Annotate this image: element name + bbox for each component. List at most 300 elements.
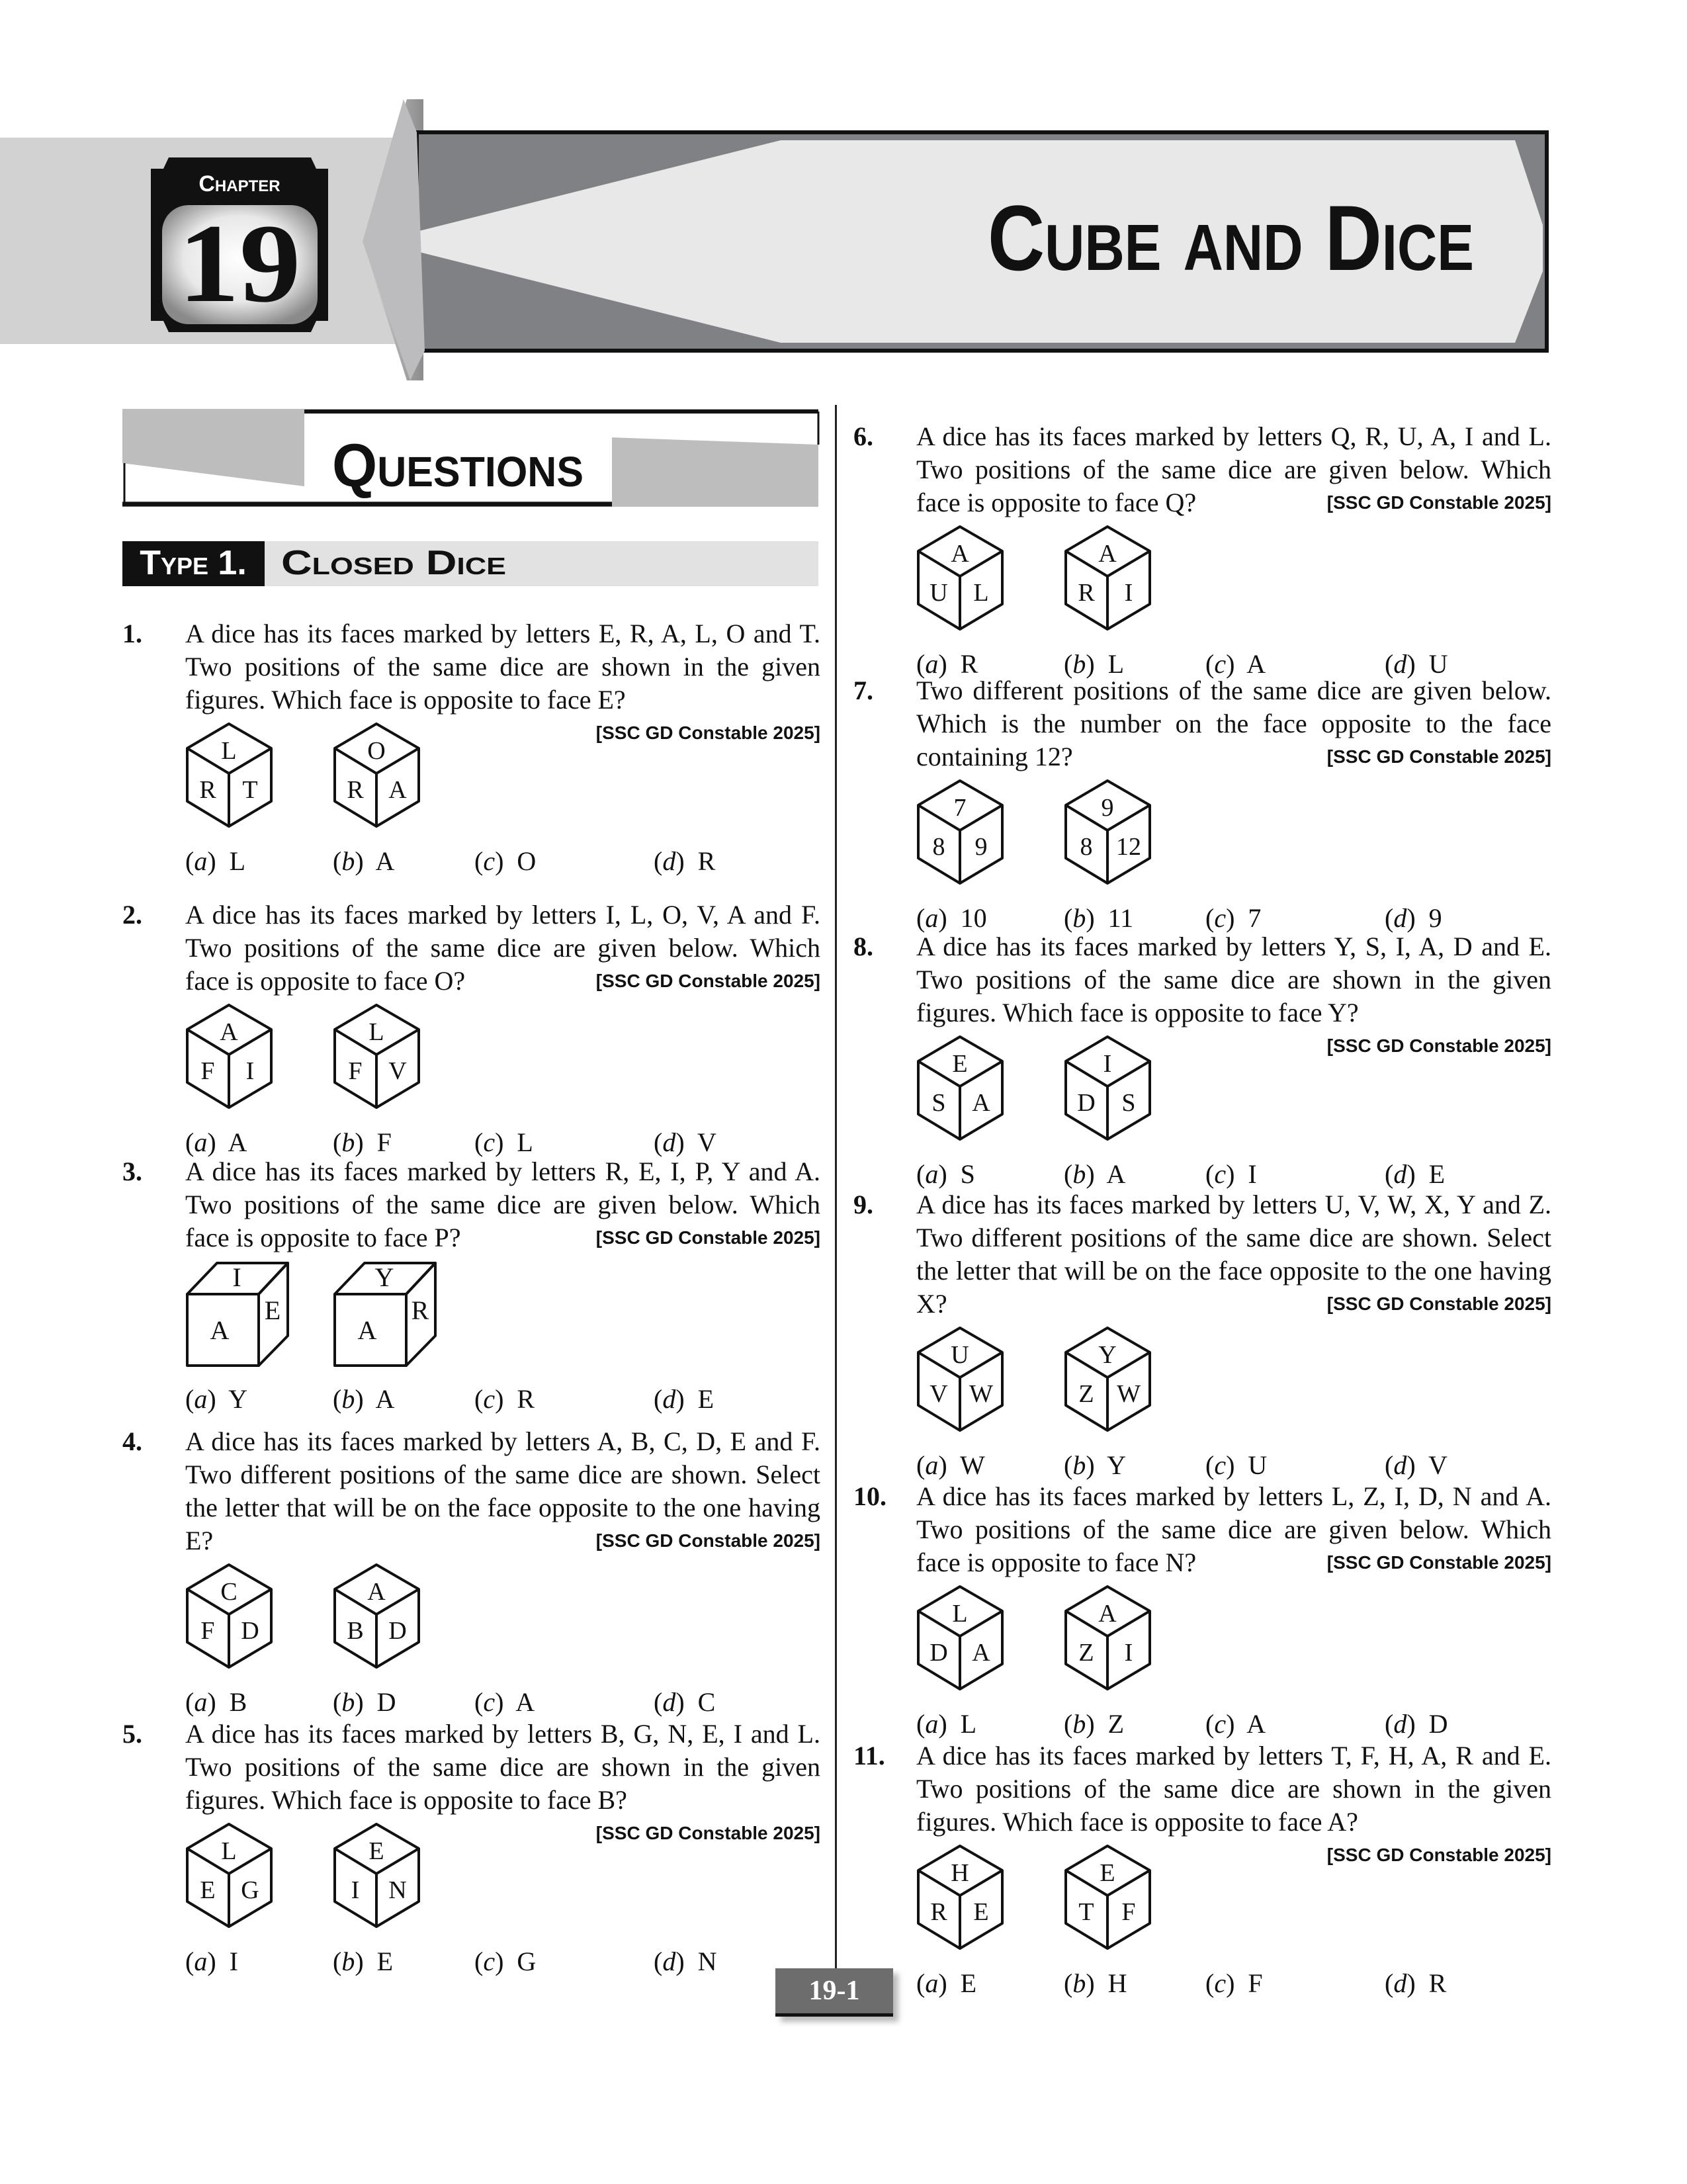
option-letter: d bbox=[1393, 1450, 1407, 1480]
option-letter: d bbox=[1393, 649, 1407, 679]
answer-options bbox=[185, 1945, 820, 1978]
option-value: U bbox=[1248, 1450, 1268, 1480]
question-source-tag: [SSC GD Constable 2025] bbox=[595, 1530, 820, 1551]
option-value: Y bbox=[1107, 1450, 1127, 1480]
die-face-right-label: A bbox=[972, 1089, 990, 1117]
question-source-tag: [SSC GD Constable 2025] bbox=[1326, 1845, 1551, 1865]
option-value: E bbox=[376, 1946, 394, 1976]
die-face-left-label: F bbox=[200, 1617, 215, 1645]
die-face-left-label: R bbox=[199, 776, 216, 804]
die-face-left-label: R bbox=[1078, 579, 1095, 607]
option-letter: c bbox=[483, 1687, 496, 1717]
answer-option[interactable]: (a) L bbox=[916, 1709, 977, 1739]
question-item bbox=[853, 420, 1551, 681]
option-letter: c bbox=[1214, 1709, 1227, 1739]
die-figure bbox=[185, 722, 291, 831]
question-text: A dice has its faces marked by letters B, G, N, E, I and L. Two positions of the same dice are shown in the given figures. Which face is opposite to face B? bbox=[185, 1719, 820, 1815]
option-value: V bbox=[697, 1127, 716, 1157]
option-letter: c bbox=[1214, 1968, 1227, 1998]
die-face-left-label: A bbox=[210, 1315, 230, 1345]
die-face-top-label: A bbox=[220, 1018, 238, 1046]
die-face-left-label: 8 bbox=[932, 833, 945, 861]
die bbox=[1064, 1326, 1170, 1443]
dice-figures bbox=[916, 1326, 1551, 1440]
option-value: A bbox=[1246, 649, 1266, 679]
option-value: O bbox=[517, 846, 537, 876]
option-letter: b bbox=[341, 1384, 355, 1414]
option-value: U bbox=[1428, 649, 1448, 679]
answer-option[interactable]: (b) Y bbox=[1064, 1450, 1127, 1480]
option-value: R bbox=[517, 1384, 535, 1414]
option-letter: b bbox=[341, 1127, 355, 1157]
answer-option[interactable]: (d) D bbox=[1385, 1709, 1448, 1739]
answer-option[interactable]: (d) R bbox=[1385, 1968, 1447, 1998]
answer-option[interactable]: (c) L bbox=[474, 1127, 533, 1157]
die-face-right-label: W bbox=[1117, 1380, 1141, 1408]
answer-option[interactable]: (a) B bbox=[185, 1687, 247, 1717]
question-number: 3. bbox=[122, 1157, 142, 1186]
die bbox=[333, 1822, 439, 1939]
answer-option[interactable]: (a) S bbox=[916, 1159, 975, 1189]
die bbox=[916, 1585, 1022, 1702]
question-number: 1. bbox=[122, 619, 142, 648]
option-value: V bbox=[1428, 1450, 1448, 1480]
option-value: 11 bbox=[1107, 903, 1134, 933]
answer-option[interactable]: (a) A bbox=[185, 1127, 247, 1157]
die-face-right-label: L bbox=[973, 579, 989, 607]
die-figure bbox=[333, 1563, 439, 1672]
die-face-right-label: S bbox=[1121, 1089, 1136, 1117]
question-item bbox=[122, 1155, 820, 1416]
question-number: 9. bbox=[853, 1190, 873, 1219]
die-face-top-label: C bbox=[220, 1578, 238, 1606]
answer-option[interactable]: (d) 9 bbox=[1385, 903, 1442, 933]
answer-option[interactable]: (c) A bbox=[474, 1687, 535, 1717]
die-face-right-label: E bbox=[264, 1295, 281, 1325]
die-figure bbox=[1064, 1844, 1170, 1953]
die-figure bbox=[185, 1563, 291, 1672]
answer-option[interactable]: (d) E bbox=[654, 1384, 714, 1414]
option-letter: a bbox=[194, 1687, 208, 1717]
question-source-tag: [SSC GD Constable 2025] bbox=[1326, 1035, 1551, 1056]
option-letter: c bbox=[1214, 1450, 1227, 1480]
question-text: A dice has its faces marked by letters L, Z, I, D, N and A. Two positions of the same dice are given below. Which face is opposite to face N? bbox=[916, 1481, 1551, 1577]
die-face-top-label: E bbox=[952, 1050, 968, 1078]
die-figure bbox=[916, 779, 1022, 888]
option-value: A bbox=[1106, 1159, 1126, 1189]
die-figure bbox=[333, 722, 439, 831]
die-face-left-label: U bbox=[930, 579, 948, 607]
answer-option[interactable]: (d) V bbox=[654, 1127, 716, 1157]
die-face-left-label: F bbox=[200, 1057, 215, 1085]
answer-option[interactable]: (b) L bbox=[1064, 649, 1125, 679]
die-face-right-label: D bbox=[388, 1617, 407, 1645]
question-number: 8. bbox=[853, 932, 873, 961]
option-letter: a bbox=[925, 1709, 939, 1739]
question-item bbox=[853, 674, 1551, 935]
option-value: Y bbox=[228, 1384, 248, 1414]
die-face-top-label: L bbox=[221, 1837, 237, 1865]
option-letter: d bbox=[1393, 1709, 1407, 1739]
question-number: 10. bbox=[853, 1481, 887, 1511]
chapter-label: Chapter bbox=[198, 171, 281, 197]
question-number: 6. bbox=[853, 421, 873, 451]
die-face-right-label: R bbox=[411, 1295, 429, 1325]
dice-figures bbox=[916, 525, 1551, 638]
question-source-tag: [SSC GD Constable 2025] bbox=[595, 1823, 820, 1843]
die-face-top-label: I bbox=[232, 1262, 241, 1292]
option-letter: a bbox=[925, 1450, 939, 1480]
die-face-left-label: R bbox=[347, 776, 364, 804]
answer-option[interactable]: (d) U bbox=[1385, 649, 1448, 679]
die-face-top-label: U bbox=[951, 1341, 969, 1369]
option-letter: b bbox=[341, 846, 355, 876]
die-figure bbox=[185, 1822, 291, 1931]
option-letter: a bbox=[194, 1946, 208, 1976]
question-item bbox=[122, 1425, 820, 1719]
die-figure bbox=[185, 1260, 291, 1369]
die-face-top-label: A bbox=[367, 1578, 386, 1606]
option-letter: a bbox=[925, 649, 939, 679]
answer-option[interactable]: (b) Z bbox=[1064, 1709, 1125, 1739]
die-face-left-label: Z bbox=[1078, 1380, 1094, 1408]
option-value: 9 bbox=[1428, 903, 1442, 933]
question-text: A dice has its faces marked by letters I, L, O, V, A and F. Two positions of the same dice are given below. Which face is opposite to face O? bbox=[185, 900, 820, 996]
option-letter: b bbox=[1072, 649, 1086, 679]
die bbox=[1064, 1585, 1170, 1702]
answer-option[interactable]: (a) L bbox=[185, 846, 246, 876]
option-value: G bbox=[517, 1946, 537, 1976]
die-face-top-label: O bbox=[367, 737, 386, 765]
option-value: I bbox=[229, 1946, 238, 1976]
answer-option[interactable]: (b) A bbox=[333, 846, 395, 876]
die bbox=[1064, 779, 1170, 896]
answer-options bbox=[185, 1126, 820, 1159]
question-text: A dice has its faces marked by letters E, R, A, L, O and T. Two positions of the same dice are shown in the given figures. Which face is opposite to face E? bbox=[185, 619, 820, 715]
die bbox=[1064, 1035, 1170, 1152]
chapter-number: 19 bbox=[178, 201, 301, 326]
option-value: A bbox=[375, 846, 395, 876]
die-face-top-label: I bbox=[1103, 1050, 1112, 1078]
question-number: 7. bbox=[853, 676, 873, 705]
question-number: 5. bbox=[122, 1719, 142, 1749]
option-letter: c bbox=[483, 846, 496, 876]
die bbox=[333, 722, 439, 839]
option-value: L bbox=[517, 1127, 533, 1157]
answer-option[interactable]: (a) W bbox=[916, 1450, 985, 1480]
die-face-top-label: L bbox=[221, 737, 237, 765]
question-number: 11. bbox=[853, 1741, 885, 1770]
option-letter: c bbox=[483, 1127, 496, 1157]
option-value: H bbox=[1107, 1968, 1127, 1998]
die-face-right-label: I bbox=[1124, 579, 1133, 607]
option-letter: d bbox=[662, 1384, 676, 1414]
option-letter: d bbox=[662, 1687, 676, 1717]
die-face-top-label: Y bbox=[374, 1262, 394, 1292]
questions-heading: Questions bbox=[332, 432, 584, 500]
option-letter: c bbox=[483, 1946, 496, 1976]
die-face-top-label: A bbox=[1098, 540, 1117, 568]
answer-option[interactable]: (b) E bbox=[333, 1946, 394, 1976]
die-figure bbox=[1064, 779, 1170, 888]
die bbox=[185, 1563, 291, 1680]
answer-options bbox=[185, 1686, 820, 1719]
die-face-right-label: D bbox=[241, 1617, 259, 1645]
answer-options bbox=[916, 1449, 1551, 1482]
die-face-top-label: L bbox=[952, 1600, 968, 1628]
column-divider bbox=[835, 405, 837, 1989]
dice-figures bbox=[185, 722, 820, 836]
answer-option[interactable]: (c) F bbox=[1205, 1968, 1263, 1998]
die bbox=[1064, 1844, 1170, 1961]
option-letter: b bbox=[1072, 1159, 1086, 1189]
option-letter: b bbox=[341, 1946, 355, 1976]
question-item bbox=[853, 1739, 1551, 2000]
die-figure bbox=[333, 1003, 439, 1112]
option-value: S bbox=[960, 1159, 975, 1189]
option-value: W bbox=[959, 1450, 985, 1480]
answer-option[interactable]: (a) E bbox=[916, 1968, 977, 1998]
question-item bbox=[853, 1480, 1551, 1741]
question-text: A dice has its faces marked by letters Q, R, U, A, I and L. Two positions of the same dice are given below. Which face is opposite to face Q? bbox=[916, 421, 1551, 517]
die-face-left-label: D bbox=[1077, 1089, 1096, 1117]
die-figure bbox=[1064, 1326, 1170, 1435]
die bbox=[916, 1035, 1022, 1152]
question-item bbox=[122, 617, 820, 878]
die bbox=[333, 1003, 439, 1120]
die-face-right-label: T bbox=[242, 776, 258, 804]
option-value: B bbox=[229, 1687, 247, 1717]
die bbox=[1064, 525, 1170, 642]
option-value: D bbox=[376, 1687, 396, 1717]
chapter-title: Cube and Dice bbox=[988, 186, 1474, 290]
die-face-left-label: S bbox=[931, 1089, 946, 1117]
die-figure bbox=[333, 1822, 439, 1931]
question-source-tag: [SSC GD Constable 2025] bbox=[1326, 1552, 1551, 1573]
answer-options bbox=[916, 1708, 1551, 1741]
answer-option[interactable]: (a) R bbox=[916, 649, 978, 679]
die bbox=[333, 1563, 439, 1680]
die-face-right-label: N bbox=[388, 1876, 407, 1904]
die bbox=[916, 1326, 1022, 1443]
answer-option[interactable]: (c) A bbox=[1205, 649, 1266, 679]
die bbox=[916, 525, 1022, 642]
option-value: N bbox=[697, 1946, 717, 1976]
answer-option[interactable]: (b) A bbox=[1064, 1159, 1126, 1189]
die-face-top-label: A bbox=[1098, 1600, 1117, 1628]
answer-option[interactable]: (b) 11 bbox=[1064, 903, 1134, 933]
option-letter: b bbox=[1072, 1450, 1086, 1480]
die-face-right-label: G bbox=[241, 1876, 259, 1904]
question-text: Two different positions of the same dice are given below. Which is the number on the face opposite to the face containing 12? bbox=[916, 676, 1551, 771]
answer-option[interactable]: (d) R bbox=[654, 846, 716, 876]
answer-option[interactable]: (c) O bbox=[474, 846, 537, 876]
question-item bbox=[122, 898, 820, 1159]
die-figure bbox=[916, 1326, 1022, 1435]
dice-figures bbox=[185, 1003, 820, 1117]
die-face-left-label: 8 bbox=[1080, 833, 1093, 861]
option-value: F bbox=[376, 1127, 392, 1157]
dice-figures bbox=[916, 1585, 1551, 1698]
question-item bbox=[853, 1188, 1551, 1482]
option-letter: d bbox=[662, 846, 676, 876]
die-figure bbox=[333, 1260, 439, 1369]
die-figure bbox=[1064, 525, 1170, 634]
die-face-top-label: E bbox=[368, 1837, 384, 1865]
option-value: A bbox=[375, 1384, 395, 1414]
option-value: Z bbox=[1107, 1709, 1125, 1739]
option-value: A bbox=[1246, 1709, 1266, 1739]
die bbox=[916, 1844, 1022, 1961]
option-letter: c bbox=[1214, 903, 1227, 933]
die-figure bbox=[916, 525, 1022, 634]
answer-option[interactable]: (a) 10 bbox=[916, 903, 987, 933]
die-face-right-label: 9 bbox=[974, 833, 988, 861]
answer-option[interactable]: (c) 7 bbox=[1205, 903, 1262, 933]
die-face-top-label: H bbox=[951, 1859, 969, 1887]
die-face-left-label: T bbox=[1078, 1898, 1094, 1926]
die-face-right-label: V bbox=[388, 1057, 407, 1085]
die-face-left-label: D bbox=[930, 1639, 948, 1667]
answer-option[interactable]: (b) A bbox=[333, 1384, 395, 1414]
die-face-right-label: I bbox=[245, 1057, 255, 1085]
option-letter: a bbox=[194, 846, 208, 876]
answer-option[interactable]: (c) I bbox=[1205, 1159, 1257, 1189]
answer-option[interactable]: (c) G bbox=[474, 1946, 537, 1976]
dice-figures bbox=[916, 779, 1551, 893]
option-letter: a bbox=[925, 903, 939, 933]
die-face-top-label: E bbox=[1100, 1859, 1115, 1887]
type-title: Closed Dice bbox=[281, 544, 506, 582]
die-face-left-label: V bbox=[930, 1380, 948, 1408]
option-letter: d bbox=[1393, 903, 1407, 933]
option-value: C bbox=[697, 1687, 716, 1717]
die-face-right-label: 12 bbox=[1116, 833, 1141, 861]
option-letter: a bbox=[194, 1127, 208, 1157]
question-number: 2. bbox=[122, 900, 142, 930]
option-value: I bbox=[1248, 1159, 1257, 1189]
question-text: A dice has its faces marked by letters U, V, W, X, Y and Z. Two different positions of the same dice are shown. Select the letter that will be on the face opposite to the one having X? bbox=[916, 1190, 1551, 1319]
option-letter: d bbox=[662, 1946, 676, 1976]
die-figure bbox=[916, 1585, 1022, 1694]
option-value: E bbox=[697, 1384, 714, 1414]
answer-option[interactable]: (a) I bbox=[185, 1946, 238, 1976]
die bbox=[185, 722, 291, 839]
die-figure bbox=[185, 1003, 291, 1112]
answer-option[interactable]: (d) V bbox=[1385, 1450, 1448, 1480]
question-text: A dice has its faces marked by letters T, F, H, A, R and E. Two positions of the same dice are shown in the given figures. Which face is opposite to face A? bbox=[916, 1741, 1551, 1837]
answer-option[interactable]: (d) N bbox=[654, 1946, 717, 1976]
option-value: L bbox=[960, 1709, 977, 1739]
die bbox=[916, 779, 1022, 896]
die-face-right-label: E bbox=[973, 1898, 989, 1926]
answer-option[interactable]: (b) H bbox=[1064, 1968, 1127, 1998]
die-face-top-label: L bbox=[368, 1018, 384, 1046]
die-face-left-label: Z bbox=[1078, 1639, 1094, 1667]
option-value: 10 bbox=[960, 903, 987, 933]
die-face-top-label: 9 bbox=[1101, 794, 1114, 822]
question-source-tag: [SSC GD Constable 2025] bbox=[1326, 1293, 1551, 1314]
option-value: 7 bbox=[1248, 903, 1262, 933]
option-value: L bbox=[229, 846, 246, 876]
dice-figures bbox=[185, 1822, 820, 1936]
die-face-right-label: W bbox=[969, 1380, 993, 1408]
option-letter: b bbox=[1072, 1968, 1086, 1998]
question-text: A dice has its faces marked by letters Y, S, I, A, D and E. Two positions of the same dice are shown in the given figures. Which face is opposite to face Y? bbox=[916, 932, 1551, 1027]
option-value: R bbox=[697, 846, 716, 876]
die-face-left-label: I bbox=[351, 1876, 360, 1904]
option-letter: d bbox=[1393, 1968, 1407, 1998]
die bbox=[333, 1260, 439, 1377]
option-value: E bbox=[1428, 1159, 1446, 1189]
question-source-tag: [SSC GD Constable 2025] bbox=[595, 722, 820, 743]
die-face-top-label: Y bbox=[1098, 1341, 1117, 1369]
answer-option[interactable]: (d) C bbox=[654, 1687, 716, 1717]
option-letter: b bbox=[341, 1687, 355, 1717]
question-item bbox=[122, 1718, 820, 1978]
question-source-tag: [SSC GD Constable 2025] bbox=[595, 971, 820, 991]
page-number: 19-1 bbox=[775, 1968, 893, 2017]
answer-options bbox=[916, 1158, 1551, 1191]
die-face-right-label: I bbox=[1124, 1639, 1133, 1667]
answer-option[interactable]: (c) R bbox=[474, 1384, 535, 1414]
option-letter: d bbox=[662, 1127, 676, 1157]
die-face-right-label: A bbox=[388, 776, 407, 804]
dice-figures bbox=[185, 1260, 820, 1374]
dice-figures bbox=[916, 1844, 1551, 1958]
answer-option[interactable]: (c) U bbox=[1205, 1450, 1268, 1480]
answer-option[interactable]: (c) A bbox=[1205, 1709, 1266, 1739]
die-face-top-label: A bbox=[951, 540, 969, 568]
option-letter: b bbox=[1072, 1709, 1086, 1739]
answer-options bbox=[916, 1967, 1551, 2000]
die-figure bbox=[1064, 1585, 1170, 1694]
die-face-right-label: A bbox=[972, 1639, 990, 1667]
die bbox=[185, 1822, 291, 1939]
answer-option[interactable]: (b) F bbox=[333, 1127, 392, 1157]
answer-options bbox=[185, 1383, 820, 1416]
die-figure bbox=[916, 1035, 1022, 1144]
dice-figures bbox=[916, 1035, 1551, 1149]
option-value: A bbox=[515, 1687, 535, 1717]
option-letter: d bbox=[1393, 1159, 1407, 1189]
die-figure bbox=[916, 1844, 1022, 1953]
die-face-left-label: A bbox=[357, 1315, 377, 1345]
answer-option[interactable]: (b) D bbox=[333, 1687, 396, 1717]
question-source-tag: [SSC GD Constable 2025] bbox=[1326, 492, 1551, 513]
dice-figures bbox=[185, 1563, 820, 1677]
question-number: 4. bbox=[122, 1426, 142, 1456]
option-value: D bbox=[1428, 1709, 1448, 1739]
die-face-left-label: F bbox=[348, 1057, 363, 1085]
option-letter: a bbox=[194, 1384, 208, 1414]
option-letter: c bbox=[1214, 649, 1227, 679]
answer-option[interactable]: (d) E bbox=[1385, 1159, 1446, 1189]
answer-options bbox=[185, 845, 820, 878]
die-face-left-label: E bbox=[200, 1876, 216, 1904]
question-source-tag: [SSC GD Constable 2025] bbox=[595, 1227, 820, 1248]
option-value: R bbox=[1428, 1968, 1447, 1998]
option-value: E bbox=[960, 1968, 977, 1998]
option-letter: b bbox=[1072, 903, 1086, 933]
question-text: A dice has its faces marked by letters R, E, I, P, Y and A. Two positions of the same dice are given below. Which face is opposite to face P? bbox=[185, 1157, 820, 1252]
option-value: R bbox=[960, 649, 978, 679]
option-letter: a bbox=[925, 1159, 939, 1189]
question-source-tag: [SSC GD Constable 2025] bbox=[1326, 746, 1551, 767]
die-face-right-label: F bbox=[1121, 1898, 1136, 1926]
answer-option[interactable]: (a) Y bbox=[185, 1384, 248, 1414]
die-figure bbox=[1064, 1035, 1170, 1144]
